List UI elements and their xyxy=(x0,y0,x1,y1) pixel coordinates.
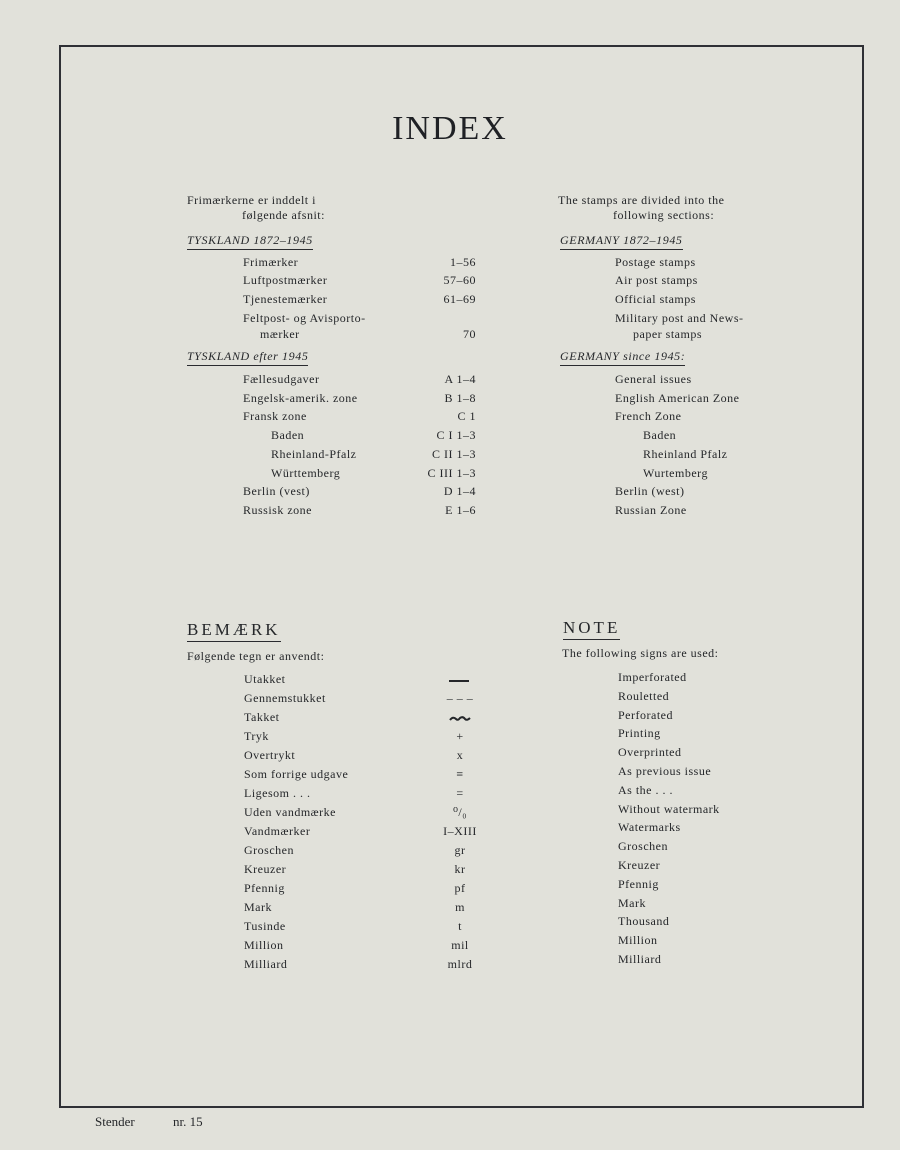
sign-row-en: Million xyxy=(618,933,658,948)
index-row-da: Berlin (vest) xyxy=(243,484,310,499)
sign-row-en: Printing xyxy=(618,726,661,741)
index-row-en: French Zone xyxy=(615,409,682,424)
index-row-en: Official stamps xyxy=(615,292,696,306)
index-row-code: D 1–4 xyxy=(443,484,476,499)
sign-row-da: Uden vandmærke xyxy=(244,805,336,819)
sign-symbol: = xyxy=(456,786,464,800)
index-row-code: B 1–8 xyxy=(444,390,476,405)
notes-header-en: NOTE xyxy=(563,618,620,640)
notes-header-da: BEMÆRK xyxy=(187,620,281,642)
section2-header-da: TYSKLAND efter 1945 xyxy=(187,349,308,366)
index-row-code: C II 1–3 xyxy=(432,446,476,461)
section2-header-en: GERMANY since 1945: xyxy=(560,349,685,366)
sign-row-en: Perforated xyxy=(618,707,673,722)
sign-row-da: Groschen xyxy=(244,843,294,857)
index-row-en: Russian Zone xyxy=(615,502,687,517)
index-row-da: Fællesudgaver xyxy=(243,372,320,386)
sign-row-en: Milliard xyxy=(618,952,662,966)
feltpost-en-line1: Military post and News- xyxy=(615,311,744,325)
sign-row-en: Pfennig xyxy=(618,876,659,891)
index-row-en: Postage stamps xyxy=(615,255,696,269)
sign-row-da: Kreuzer xyxy=(244,862,287,876)
section1-header-en: GERMANY 1872–1945 xyxy=(560,233,683,250)
intro-da-line2: følgende afsnit: xyxy=(242,208,325,222)
sign-symbol: kr xyxy=(454,862,466,876)
index-row-en: Wurtemberg xyxy=(643,465,708,480)
feltpost-da-line2: mærker xyxy=(260,327,300,341)
index-row-da: Tjenestemærker xyxy=(243,292,328,306)
index-row-code: E 1–6 xyxy=(445,502,476,517)
sign-row-da: Takket xyxy=(244,710,280,724)
sign-row-da: Tryk xyxy=(244,729,269,743)
footer-number: nr. 15 xyxy=(173,1114,203,1129)
index-row-da: Rheinland-Pfalz xyxy=(271,446,357,461)
index-row-da: Frimærker xyxy=(243,255,299,269)
sign-row-da: Milliard xyxy=(244,957,288,971)
index-row-en: Rheinland Pfalz xyxy=(643,446,728,461)
sign-row-en: Without watermark xyxy=(618,801,720,816)
index-row-da: Luftpostmærker xyxy=(243,273,328,287)
sign-symbol: x xyxy=(456,748,464,762)
sign-row-en: Rouletted xyxy=(618,688,670,703)
index-row-code: 57–60 xyxy=(443,273,476,287)
index-row-en: Berlin (west) xyxy=(615,484,685,499)
sign-row-da: Utakket xyxy=(244,672,286,686)
sign-row-en: As previous issue xyxy=(618,764,712,778)
sign-symbol: gr xyxy=(454,843,466,857)
sign-row-en: Overprinted xyxy=(618,745,682,760)
sign-symbol: t xyxy=(458,919,462,933)
perforated-wave-icon xyxy=(449,712,471,724)
intro-en-line2: following sections: xyxy=(613,208,715,222)
sign-symbol: ≡ xyxy=(456,767,464,781)
index-row-da: Russisk zone xyxy=(243,502,312,517)
intro-da-line1: Frimærkerne er inddelt i xyxy=(187,193,316,207)
index-row-da: Fransk zone xyxy=(243,409,307,424)
intro-en-line1: The stamps are divided into the xyxy=(558,193,725,207)
sign-row-da: Gennemstukket xyxy=(244,691,326,705)
index-row-code: C I 1–3 xyxy=(436,428,476,443)
notes-sub-en: The following signs are used: xyxy=(562,646,719,660)
section1-header-da: TYSKLAND 1872–1945 xyxy=(187,233,313,250)
sign-symbol: mil xyxy=(451,938,469,952)
index-row-code: C 1 xyxy=(457,409,476,424)
index-row-code: 61–69 xyxy=(443,292,476,306)
sign-row-en: Watermarks xyxy=(618,820,681,835)
feltpost-en-line2: paper stamps xyxy=(633,327,702,341)
sign-symbol: ⁰/₀ xyxy=(453,805,467,819)
index-row-da: Württemberg xyxy=(271,465,341,480)
sign-row-en: Kreuzer xyxy=(618,858,661,872)
sign-symbol: pf xyxy=(454,881,466,895)
index-row-code: C III 1–3 xyxy=(427,465,476,480)
sign-row-en: Mark xyxy=(618,895,646,910)
index-row-en: English American Zone xyxy=(615,390,740,405)
sign-row-da: Vandmærker xyxy=(244,824,311,838)
sign-row-da: Million xyxy=(244,938,284,952)
sign-row-en: Imperforated xyxy=(618,670,687,684)
feltpost-da-line1: Feltpost- og Avisporto- xyxy=(243,311,366,325)
sign-row-en: Groschen xyxy=(618,839,668,854)
sign-row-da: Overtrykt xyxy=(244,748,296,762)
imperforated-line-icon xyxy=(449,680,469,682)
footer-publisher: Stender xyxy=(95,1114,135,1129)
sign-row-da: Som forrige udgave xyxy=(244,767,349,781)
index-row-code: A 1–4 xyxy=(444,372,476,386)
sign-symbol: m xyxy=(455,900,465,914)
index-row-da: Engelsk-amerik. zone xyxy=(243,390,358,405)
sign-row-en: Thousand xyxy=(618,914,670,929)
feltpost-code: 70 xyxy=(463,327,476,341)
sign-symbol: – – – xyxy=(446,691,474,705)
index-row-code: 1–56 xyxy=(450,255,476,269)
sign-symbol: mlrd xyxy=(447,957,473,971)
sign-symbol: I–XIII xyxy=(443,824,477,838)
notes-sub-da: Følgende tegn er anvendt: xyxy=(187,649,325,663)
sign-row-da: Mark xyxy=(244,900,272,914)
index-row-en: Air post stamps xyxy=(615,273,698,287)
sign-row-en: As the . . . xyxy=(618,782,673,797)
index-row-en: Baden xyxy=(643,428,677,443)
sign-row-da: Tusinde xyxy=(244,919,286,933)
page-title: INDEX xyxy=(392,110,508,147)
index-row-en: General issues xyxy=(615,372,692,386)
sign-symbol: + xyxy=(456,729,464,743)
sign-row-da: Ligesom . . . xyxy=(244,786,311,800)
index-row-da: Baden xyxy=(271,428,305,443)
sign-row-da: Pfennig xyxy=(244,881,285,895)
